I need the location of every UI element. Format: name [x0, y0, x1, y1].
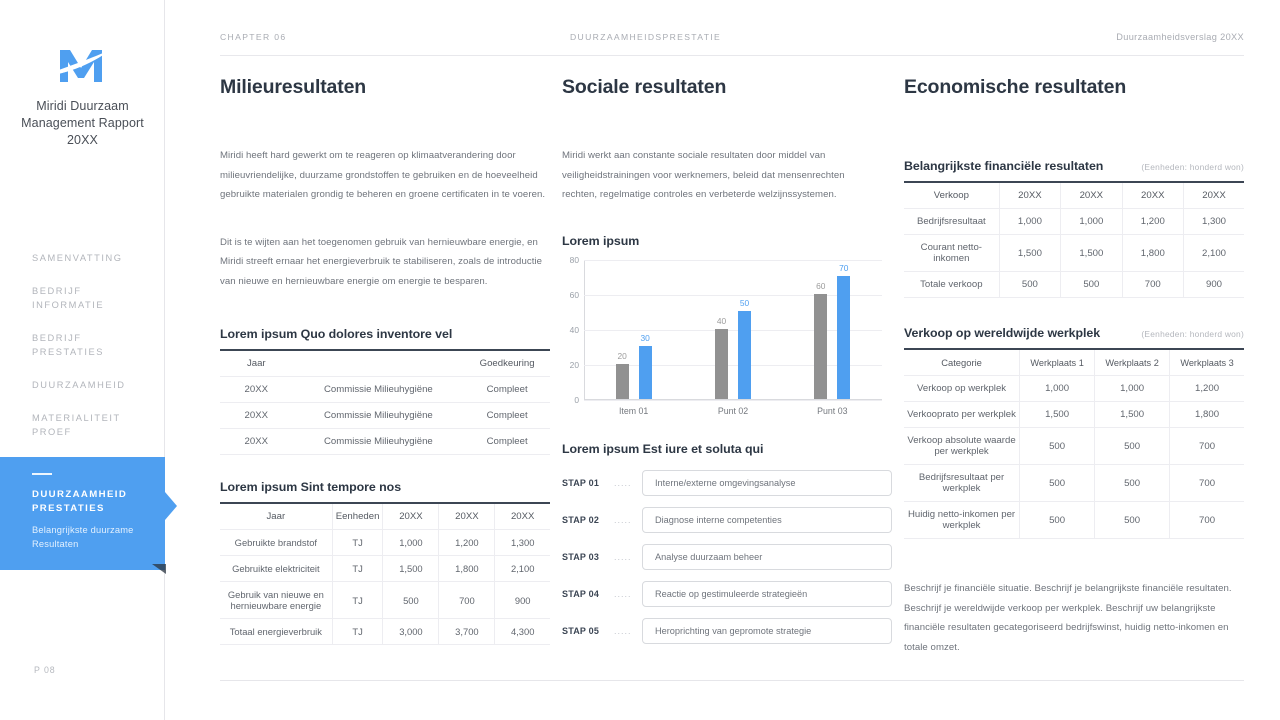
cell: 500	[383, 582, 439, 619]
sidebar	[0, 0, 165, 720]
cell: 1,800	[1122, 235, 1183, 272]
environment-table-2-block	[220, 480, 550, 645]
page-title-environment: Milieuresultaten	[220, 76, 367, 98]
sidebar-item-duurzaamheid[interactable]: DUURZAAMHEID	[32, 380, 126, 390]
step-dots-icon: .....	[614, 588, 632, 599]
step-text[interactable]: Analyse duurzaam beheer	[642, 544, 892, 570]
cell	[220, 582, 332, 619]
page-title-economic: Economische resultaten	[904, 76, 1127, 98]
header-chapter: CHAPTER 06	[220, 32, 287, 42]
step-dots-icon: .....	[614, 551, 632, 562]
page-title-social: Sociale resultaten	[562, 76, 727, 98]
table-row	[220, 556, 550, 582]
cell: 700	[1122, 272, 1183, 298]
bar-value-label: 60	[816, 280, 826, 291]
header-report-name: Duurzaamheidsverslag 20XX	[1116, 32, 1244, 42]
cell: Gebruikte elektriciteit	[220, 556, 332, 582]
col-header: Jaar	[220, 350, 293, 377]
step-label: STAP 04	[562, 588, 600, 599]
step-text[interactable]: Reactie op gestimuleerde strategieën	[642, 581, 892, 607]
steps-title: Lorem ipsum Est iure et soluta qui	[562, 441, 764, 456]
header-section: DUURZAAMHEIDSPRESTATIE	[570, 32, 722, 42]
environment-paragraph-1: Miridi heeft hard gewerkt om te reageren op klimaatverandering door milieuvriendelijke, duurzame grondstoffen te gebruiken en de hoeveelheid gebruikte materialen grondig te beheren en groene certificaten in te voeren.	[220, 150, 546, 200]
sidebar-item-samenvatting[interactable]: SAMENVATTING	[32, 253, 123, 263]
cell: 500	[1095, 502, 1170, 539]
cell: TJ	[332, 582, 383, 619]
environment-table-2	[220, 502, 550, 645]
cell: 500	[1020, 465, 1095, 502]
bar-group	[584, 259, 683, 399]
cell: 500	[1020, 428, 1095, 465]
x-tick-label: Item 01	[618, 405, 649, 416]
environment-paragraph-2: Dit is te wijten aan het toegenomen gebruik van hernieuwbare energie, en Miridi streeft ernaar het energieverbruik te stabiliseren, zoals de introductie van nieuwe en hernieuwbare energie om energie te besparen.	[220, 236, 543, 287]
list-item[interactable]	[562, 507, 892, 533]
economic-table-1-unit: (Eenheden: honderd won)	[1141, 162, 1244, 172]
table-row	[220, 582, 550, 619]
col-header: Categorie	[904, 349, 1020, 376]
cell: Compleet	[464, 377, 550, 403]
table-row	[904, 209, 1244, 235]
col-header: 20XX	[1184, 182, 1245, 209]
cell: 500	[1020, 502, 1095, 539]
footer-divider	[220, 680, 1244, 681]
col-header	[293, 350, 465, 377]
social-chart-block	[562, 234, 892, 416]
bar-value-label: 30	[640, 333, 650, 343]
economic-table-2-unit: (Eenheden: honderd won)	[1141, 329, 1244, 339]
economic-table-2-block	[904, 326, 1244, 539]
cell: 1,300	[495, 530, 550, 556]
cell: 700	[439, 582, 495, 619]
step-dots-icon: .....	[614, 625, 632, 636]
page-header	[220, 32, 1244, 48]
bar-chart	[569, 254, 882, 405]
y-tick-label: 20	[569, 359, 579, 370]
economic-table-1	[904, 181, 1244, 298]
step-label: STAP 05	[562, 625, 600, 636]
economic-table-2-header	[904, 326, 1244, 340]
list-item[interactable]	[562, 544, 892, 570]
col-header: 20XX	[495, 503, 550, 530]
brand-title: Miridi Duurzaam Management Rapport 20XX	[21, 99, 144, 147]
step-label: STAP 01	[562, 477, 600, 488]
gridline	[574, 394, 882, 405]
cell: 20XX	[220, 403, 293, 429]
x-tick-label: Punt 02	[717, 405, 749, 416]
economic-table-2-title: Verkoop op wereldwijde werkplek	[904, 326, 1101, 340]
cell: 900	[1184, 272, 1245, 298]
cell: 1,000	[999, 209, 1060, 235]
table-row	[904, 502, 1244, 539]
cell: 700	[1170, 428, 1244, 465]
active-item-title: DUURZAAMHEID PRESTATIES	[32, 489, 128, 514]
cell: 1,500	[383, 556, 439, 582]
cell: 1,800	[439, 556, 495, 582]
sidebar-item-duurzaamheid-prestaties-active[interactable]	[0, 457, 165, 570]
bar-series1	[814, 280, 827, 399]
step-text[interactable]: Diagnose interne competenties	[642, 507, 892, 533]
table-row	[904, 465, 1244, 502]
column-environment	[220, 76, 550, 645]
bar-value-label: 40	[716, 315, 727, 326]
y-tick-label: 0	[574, 394, 579, 405]
economic-paragraph-1: Beschrijf je financiële situatie. Beschrijf je belangrijkste financiële resultaten. Beschrijf je wereldwijde verkoop per werkplek. Beschrijf uw belangrijkste financiële resultaten gecategoriseerd bedrijfswinst, huidig netto-inkomen en totale omzet.	[904, 583, 1232, 653]
col-header: 20XX	[439, 503, 495, 530]
col-header: Werkplaats 1	[1020, 349, 1095, 376]
table-row	[904, 272, 1244, 298]
environment-table-1	[220, 349, 550, 455]
table-row	[220, 429, 550, 455]
col-header: 20XX	[1122, 182, 1183, 209]
col-header: Eenheden	[332, 503, 383, 530]
logo	[0, 44, 165, 91]
bar-groups	[584, 259, 882, 399]
cell: Verkooprato per werkplek	[904, 402, 1020, 428]
active-item-subtitle: Belangrijkste duurzame Resultaten	[32, 525, 134, 549]
x-tick-label: Punt 03	[817, 405, 848, 416]
cell: 900	[495, 582, 550, 619]
cell: Bedrijfsresultaat per werkplek	[904, 465, 1020, 502]
active-dash-icon	[32, 473, 52, 475]
sidebar-item-bedrijf-prestaties[interactable]: BEDRIJF PRESTATIES	[32, 333, 104, 357]
cell: 500	[1095, 428, 1170, 465]
cell: 3,000	[383, 619, 439, 645]
bar-group	[683, 259, 782, 399]
table-header-row	[904, 182, 1244, 209]
sidebar-item-bedrijf-informatie[interactable]: BEDRIJF INFORMATIE	[32, 286, 105, 310]
bar-series1	[616, 350, 629, 399]
cell: 1,200	[439, 530, 495, 556]
list-item[interactable]	[562, 581, 892, 607]
cell: 500	[999, 272, 1060, 298]
bar-series2	[639, 333, 652, 399]
cell: 500	[1095, 465, 1170, 502]
sidebar-nav	[0, 252, 165, 459]
environment-table-1-title: Lorem ipsum Quo dolores inventore vel	[220, 327, 453, 341]
col-header: Verkoop	[904, 182, 999, 209]
header-divider	[220, 55, 1244, 56]
cell: TJ	[332, 530, 383, 556]
step-label: STAP 02	[562, 514, 600, 525]
bar-value-label: 70	[839, 263, 849, 273]
step-text[interactable]: Interne/externe omgevingsanalyse	[642, 470, 892, 496]
table-row	[220, 377, 550, 403]
table-row	[220, 403, 550, 429]
cell: Compleet	[464, 403, 550, 429]
y-tick-label: 40	[569, 324, 579, 335]
col-header: 20XX	[383, 503, 439, 530]
economic-table-1-block	[904, 159, 1244, 298]
bar-group	[783, 259, 882, 399]
cell: 700	[1170, 465, 1244, 502]
step-dots-icon: .....	[614, 477, 632, 488]
cell: 1,500	[1061, 235, 1122, 272]
cell-text: Gebruik van nieuwe en hernieuwbare energie	[227, 589, 324, 611]
table-row	[904, 402, 1244, 428]
cell: 1,300	[1184, 209, 1245, 235]
y-tick-label: 80	[569, 254, 579, 265]
col-header: 20XX	[1061, 182, 1122, 209]
table-row	[904, 428, 1244, 465]
step-text[interactable]: Heroprichting van gepromote strategie	[642, 618, 892, 644]
col-header: Jaar	[220, 503, 332, 530]
chart-title: Lorem ipsum	[562, 233, 640, 248]
cell: Commissie Milieuhygiëne	[293, 403, 465, 429]
step-label: STAP 03	[562, 551, 600, 562]
bar-series2	[738, 298, 751, 399]
economic-table-1-title: Belangrijkste financiële resultaten	[904, 159, 1104, 173]
sidebar-item-materialiteit-proef[interactable]: MATERIALITEIT PROEF	[32, 413, 121, 437]
page-number: P 08	[34, 665, 56, 675]
table-row	[220, 619, 550, 645]
cell: 1,000	[1020, 376, 1095, 402]
bar-value-label: 50	[739, 298, 750, 308]
environment-table-1-block	[220, 327, 550, 455]
cell: 3,700	[439, 619, 495, 645]
cell: 1,500	[999, 235, 1060, 272]
cell: 4,300	[495, 619, 550, 645]
cell: 1,000	[1095, 376, 1170, 402]
col-header: Werkplaats 2	[1095, 349, 1170, 376]
cell: Compleet	[464, 429, 550, 455]
cell: Verkoop absolute waarde per werkplek	[904, 428, 1020, 465]
col-header: 20XX	[999, 182, 1060, 209]
cell: Verkoop op werkplek	[904, 376, 1020, 402]
social-paragraph-1: Miridi werkt aan constante sociale resultaten door middel van veiligheidstrainingen voor werknemers, beleid dat mensenrechten rechten, regelmatige controles en verbeterde welzijnssystemen.	[562, 150, 845, 200]
bar-value-label: 20	[617, 350, 627, 361]
table-row	[220, 530, 550, 556]
cell: 2,100	[1184, 235, 1245, 272]
cell: Courant netto-inkomen	[904, 235, 999, 272]
y-tick-label: 60	[569, 289, 579, 300]
cell: 1,000	[1061, 209, 1122, 235]
social-steps-block	[562, 442, 892, 644]
column-social	[562, 76, 892, 655]
cell: Totaal energieverbruik	[220, 619, 332, 645]
table-header-row	[220, 503, 550, 530]
list-item[interactable]	[562, 618, 892, 644]
cell: TJ	[332, 619, 383, 645]
cell: Huidig netto-inkomen per werkplek	[904, 502, 1020, 539]
table-header-row	[220, 350, 550, 377]
col-header: Werkplaats 3	[1170, 349, 1244, 376]
cell: Totale verkoop	[904, 272, 999, 298]
cell: 1,500	[1020, 402, 1095, 428]
economic-table-1-header	[904, 159, 1244, 173]
step-dots-icon: .....	[614, 514, 632, 525]
x-axis-labels	[584, 406, 882, 416]
cell: Commissie Milieuhygiëne	[293, 377, 465, 403]
cell: 1,800	[1170, 402, 1244, 428]
col-header: Goedkeuring	[464, 350, 550, 377]
list-item[interactable]	[562, 470, 892, 496]
table-row	[904, 376, 1244, 402]
table-row	[904, 235, 1244, 272]
miridi-m-logo-icon	[54, 44, 112, 86]
table-header-row	[904, 349, 1244, 376]
cell: 500	[1061, 272, 1122, 298]
economic-table-2	[904, 348, 1244, 539]
cell: 700	[1170, 502, 1244, 539]
cell: Commissie Milieuhygiëne	[293, 429, 465, 455]
bar-series2	[837, 263, 850, 399]
cell: Bedrijfsresultaat	[904, 209, 999, 235]
cell: 1,500	[1095, 402, 1170, 428]
cell: 1,200	[1122, 209, 1183, 235]
cell: Gebruikte brandstof	[220, 530, 332, 556]
cell: 2,100	[495, 556, 550, 582]
cell: TJ	[332, 556, 383, 582]
active-pointer-icon	[165, 492, 177, 520]
column-economic	[904, 76, 1244, 657]
cell: 20XX	[220, 429, 293, 455]
cell: 20XX	[220, 377, 293, 403]
cell: 1,000	[383, 530, 439, 556]
bar-series1	[715, 315, 728, 399]
environment-table-2-title: Lorem ipsum Sint tempore nos	[220, 480, 402, 494]
cell: 1,200	[1170, 376, 1244, 402]
